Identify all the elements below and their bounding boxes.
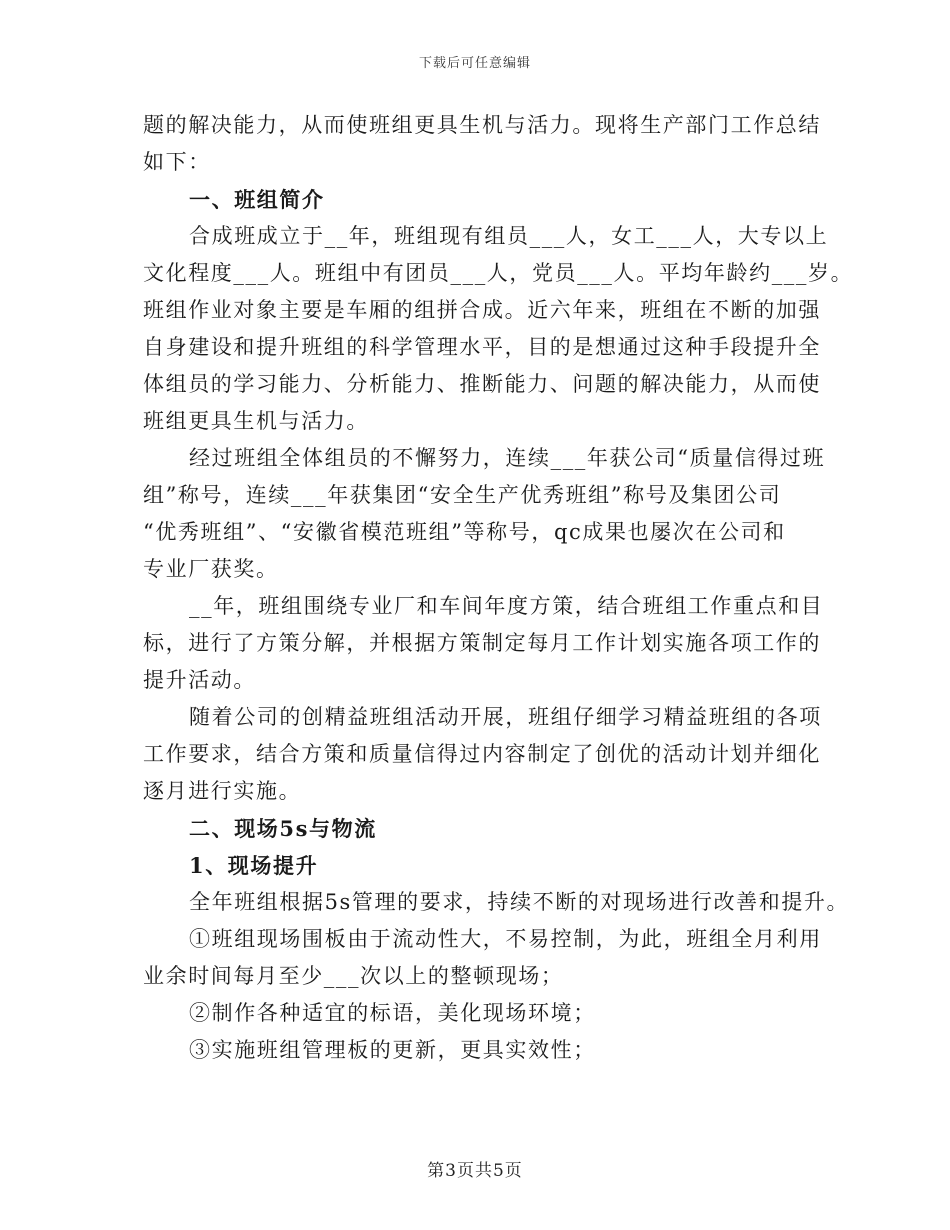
- section-heading: 1、现场提升: [189, 853, 319, 878]
- text-line: 班组更具生机与活力。: [143, 409, 369, 433]
- text-line: ①班组现场围板由于流动性大，不易控制，为此，班组全月利用: [189, 927, 822, 951]
- text-line: 全年班组根据5s管理的要求，持续不断的对现场进行改善和提升。: [189, 890, 850, 914]
- text-line: 逐月进行实施。: [143, 779, 302, 803]
- text-line: 工作要求，结合方策和质量信得过内容制定了创优的活动计划并细化: [143, 742, 821, 766]
- text-line: ③实施班组管理板的更新，更具实效性；: [189, 1038, 596, 1062]
- text-line: 专业厂获奖。: [143, 557, 279, 581]
- text-line: 合成班成立于__年，班组现有组员___人，女工___人，大专以上: [189, 224, 829, 248]
- text-line: 标，进行了方策分解，并根据方策制定每月工作计划实施各项工作的: [143, 631, 821, 655]
- text-line: 经过班组全体组员的不懈努力，连续___年获公司“质量信得过班: [189, 446, 826, 470]
- document-body: [143, 107, 854, 1069]
- text-line: 随着公司的创精益班组活动开展，班组仔细学习精益班组的各项: [189, 705, 822, 729]
- text-line: ②制作各种适宜的标语，美化现场环境；: [189, 1001, 596, 1025]
- text-line: __年，班组围绕专业厂和车间年度方策，结合班组工作重点和目: [189, 594, 824, 618]
- section-heading: 二、现场5s与物流: [189, 816, 377, 841]
- text-line: 班组作业对象主要是车厢的组拼合成。近六年来，班组在不断的加强: [143, 298, 821, 322]
- page-header: 下载后可任意编辑: [418, 56, 531, 71]
- text-line: 题的解决能力，从而使班组更具生机与活力。现将生产部门工作总结: [143, 113, 821, 137]
- text-line: 提升活动。: [143, 668, 256, 692]
- text-line: 业余时间每月至少___次以上的整顿现场；: [143, 964, 564, 988]
- text-line: 自身建设和提升班组的科学管理水平，目的是想通过这种手段提升全: [143, 335, 821, 359]
- text-line: 体组员的学习能力、分析能力、推断能力、问题的解决能力，从而使: [143, 372, 821, 396]
- text-line: 文化程度___人。班组中有团员___人，党员___人。平均年龄约___岁。: [143, 261, 854, 285]
- text-line: 如下：: [143, 150, 211, 174]
- page-footer: 第3页共5页: [427, 1161, 523, 1181]
- section-heading: 一、班组简介: [189, 187, 325, 212]
- text-line: “优秀班组”、“安徽省模范班组”等称号，qc成果也屡次在公司和: [143, 520, 786, 544]
- text-line: 组”称号，连续___年获集团“安全生产优秀班组”称号及集团公司: [143, 483, 782, 507]
